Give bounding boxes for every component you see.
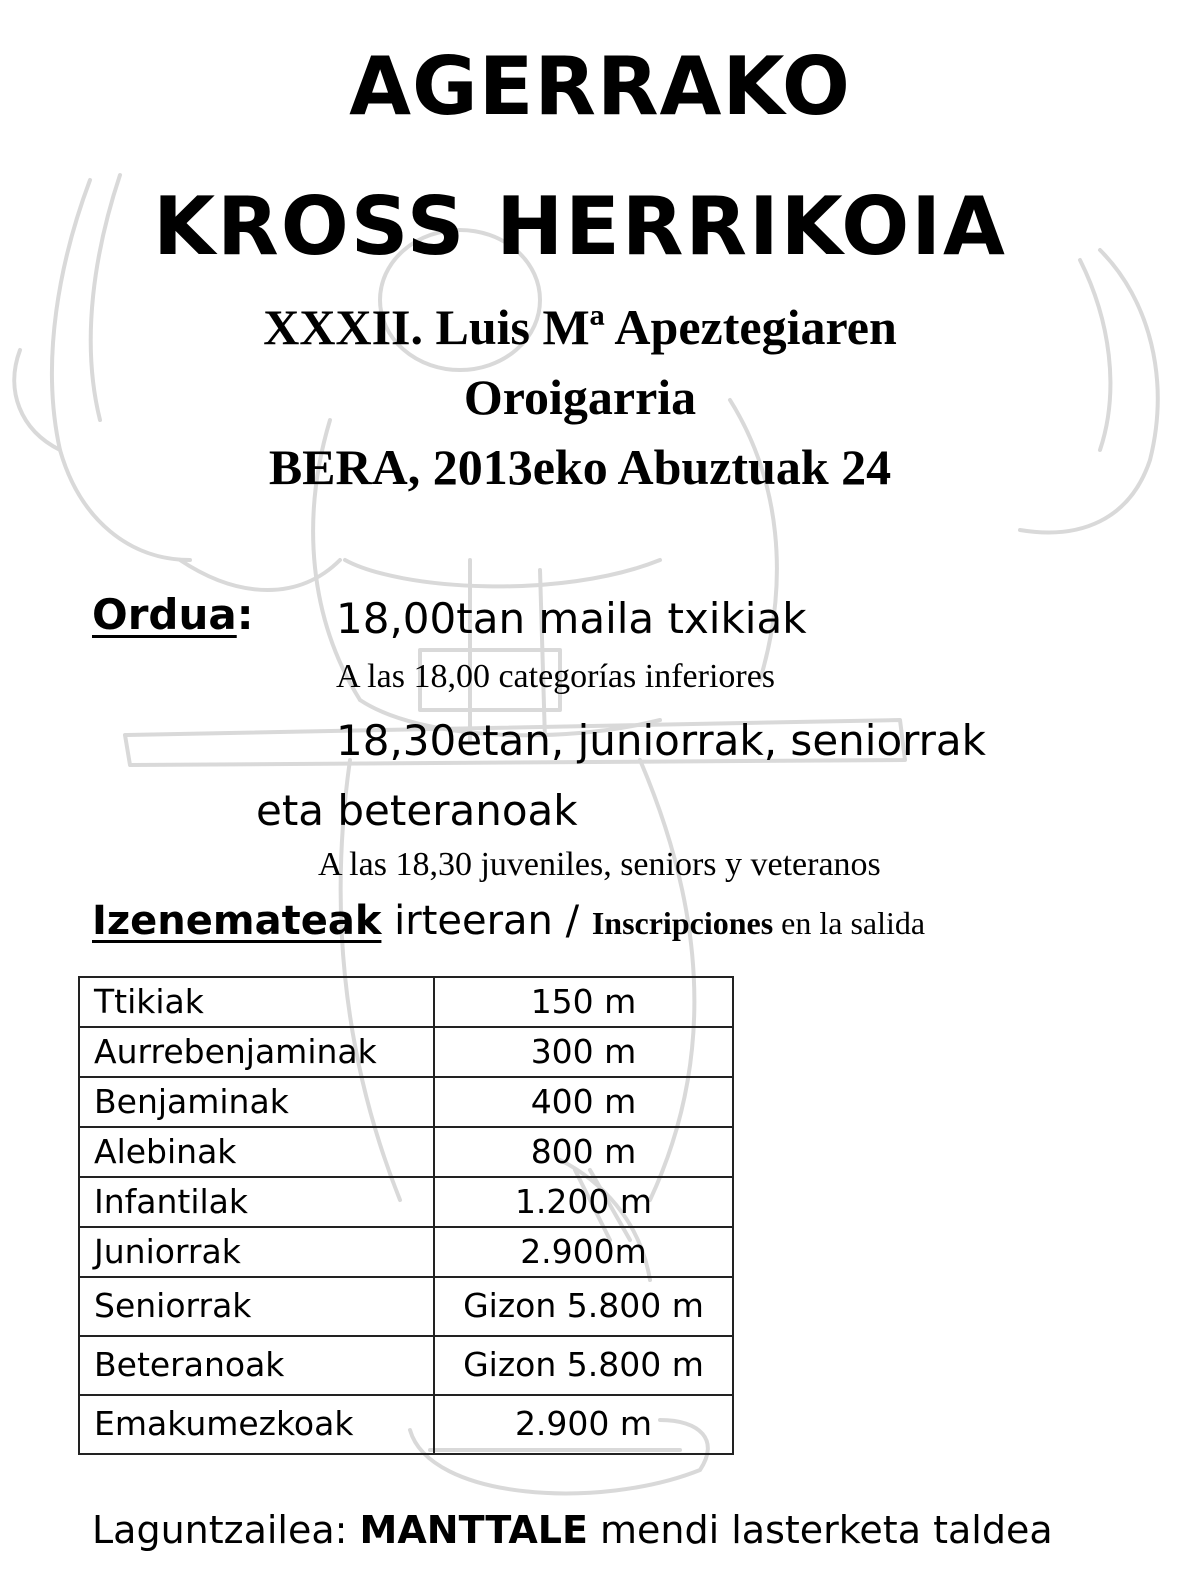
registration-text-es: en la salida	[773, 905, 926, 941]
registration-label-es: Inscripciones	[591, 905, 774, 941]
subtitle-memorial: XXXII. Luis Mª Apeztegiaren	[263, 299, 897, 355]
distances-table	[78, 976, 734, 1455]
schedule-line-2-es: A las 18,30 juveniles, seniors y veteranos	[318, 846, 881, 883]
distance-cell: 2.900m	[434, 1227, 733, 1277]
subtitle-place-date: BERA, 2013eko Abuztuak 24	[268, 439, 892, 495]
poster-title-line1: AGERRAKO	[349, 40, 851, 133]
distance-cell: 2.900 m	[434, 1395, 733, 1454]
category-cell: Beteranoak	[79, 1336, 434, 1395]
table-row	[79, 1227, 733, 1277]
category-cell: Juniorrak	[79, 1227, 434, 1277]
category-cell: Aurrebenjaminak	[79, 1027, 434, 1077]
distance-cell: Gizon 5.800 m	[434, 1336, 733, 1395]
category-cell: Benjaminak	[79, 1077, 434, 1127]
distance-cell: 150 m	[434, 977, 733, 1027]
poster-title-line2: KROSS HERRIKOIA	[153, 180, 1007, 273]
distance-cell: 300 m	[434, 1027, 733, 1077]
sponsor-line	[92, 1508, 1053, 1552]
schedule-heading	[92, 590, 254, 639]
sponsor-name: MANTTALE	[359, 1508, 588, 1552]
schedule-label: Ordua	[92, 590, 237, 639]
table-row	[79, 1336, 733, 1395]
table-row	[79, 1395, 733, 1454]
table-row	[79, 1027, 733, 1077]
distance-cell: 1.200 m	[434, 1177, 733, 1227]
table-row	[79, 1127, 733, 1177]
category-cell: Seniorrak	[79, 1277, 434, 1336]
schedule-line-2: 18,30etan, juniorrak, seniorrak	[336, 716, 986, 765]
schedule-line-2-cont: eta beteranoak	[256, 786, 578, 835]
distance-cell: 800 m	[434, 1127, 733, 1177]
distance-cell: Gizon 5.800 m	[434, 1277, 733, 1336]
table-row	[79, 1277, 733, 1336]
registration-text: irteeran /	[381, 898, 592, 944]
category-cell: Ttikiak	[79, 977, 434, 1027]
registration-line	[92, 898, 925, 944]
category-cell: Emakumezkoak	[79, 1395, 434, 1454]
distance-cell: 400 m	[434, 1077, 733, 1127]
registration-label: Izenemateak	[92, 898, 382, 944]
subtitle-oroigarria: Oroigarria	[463, 369, 697, 425]
sponsor-text: mendi lasterketa taldea	[587, 1508, 1053, 1552]
category-cell: Infantilak	[79, 1177, 434, 1227]
table-row	[79, 1177, 733, 1227]
table-row	[79, 977, 733, 1027]
sponsor-label: Laguntzailea:	[92, 1508, 360, 1552]
schedule-line-1-es: A las 18,00 categorías inferiores	[336, 658, 776, 695]
category-cell: Alebinak	[79, 1127, 434, 1177]
schedule-line-1: 18,00tan maila txikiak	[336, 594, 807, 643]
table-row	[79, 1077, 733, 1127]
schedule-colon: :	[236, 590, 254, 639]
